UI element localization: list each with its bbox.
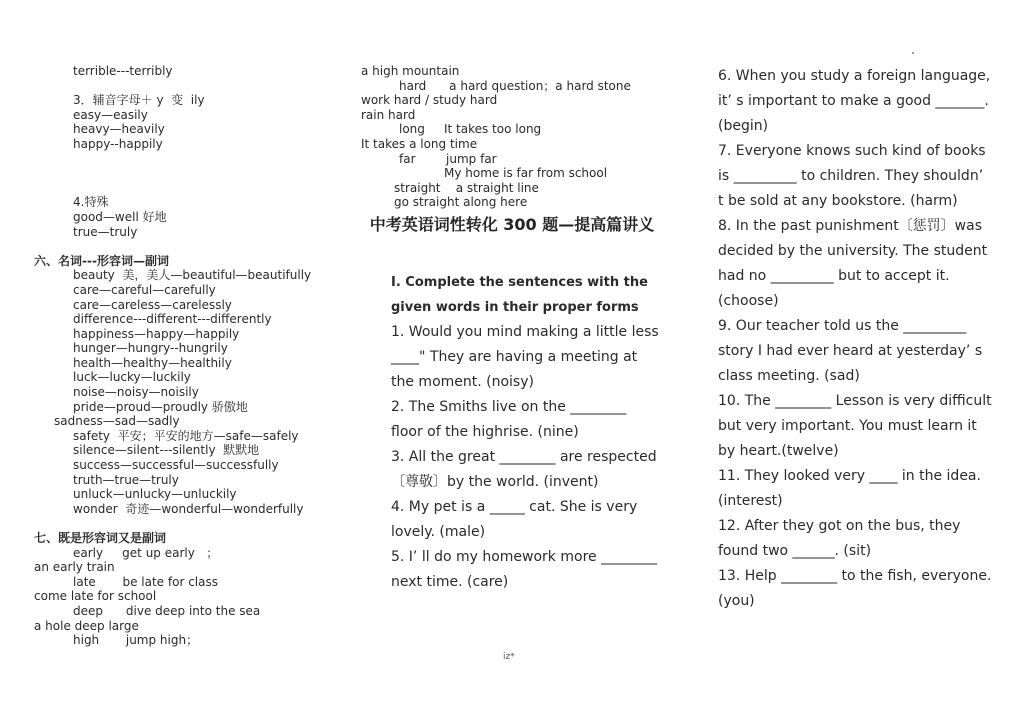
- exercise-column-right: [718, 64, 993, 614]
- text-line: hard a hard question；a hard stone: [399, 78, 631, 93]
- question-2: 2. The Smiths live on the ________ floor of the highrise. (nine): [391, 399, 627, 440]
- text-line: happy--happily: [73, 136, 163, 151]
- text-line: difference---different---differently: [73, 312, 272, 327]
- text-line: care—careful—carefully: [73, 282, 216, 297]
- exercise-section: [391, 270, 661, 595]
- text-line: easy—easily: [73, 107, 148, 122]
- text-line: truth—true—truly: [73, 472, 179, 487]
- page-title: 中考英语词性转化 300 题—提高篇讲义: [369, 215, 655, 234]
- question-11: 11. They looked very ____ in the idea. (interest): [718, 468, 981, 509]
- text-line: 3．辅音字母＋ y 变 ily: [73, 93, 205, 108]
- question-10: 10. The ________ Lesson is very difficult but very important. You must learn it by heart.(twelve): [718, 393, 992, 459]
- text-line: come late for school: [34, 589, 157, 604]
- text-line: luck—lucky—luckily: [73, 370, 191, 385]
- text-line: beauty 美，美人—beautiful—beautifully: [73, 268, 312, 283]
- question-5: 5. I’ ll do my homework more ________ next time. (care): [391, 549, 658, 590]
- question-3: 3. All the great ________ are respected〔尊敬〕by the world. (invent): [391, 449, 657, 490]
- question-12: 12. After they got on the bus, they found two ______. (sit): [718, 518, 961, 559]
- question-8: 8. In the past punishment〔惩罚〕was decided by the university. The student had no _________ but to accept it. (choose): [718, 218, 988, 309]
- text-line: health—healthy—healthily: [73, 355, 232, 370]
- section-heading-noun-adj-adv: 六、名词---形容词—副词: [34, 253, 169, 268]
- text-line: a hole deep large: [34, 618, 139, 633]
- text-line: unluck—unlucky—unluckily: [73, 487, 237, 502]
- question-13: 13. Help ________ to the fish, everyone. (you): [718, 568, 992, 609]
- word-list-column-left: [34, 64, 344, 648]
- text-line: pride—proud—proudly 骄傲地: [73, 399, 248, 414]
- text-line: success—successful—successfully: [73, 458, 279, 473]
- text-line: good—well 好地: [73, 209, 167, 224]
- question-1: 1. Would you mind making a little less ____" They are having a meeting at the moment. (noisy): [391, 324, 659, 390]
- text-line: far jump far: [399, 151, 497, 166]
- text-line: late be late for class: [73, 574, 218, 589]
- text-line: safety 平安；平安的地方—safe—safely: [73, 428, 299, 443]
- text-line: care—careless—carelessly: [73, 297, 232, 312]
- text-line: early get up early ；: [73, 545, 219, 560]
- text-line: true—truly: [73, 224, 138, 239]
- text-line: 4.特殊: [73, 195, 109, 210]
- speck-mark: [912, 52, 914, 54]
- text-line: It takes a long time: [361, 136, 478, 151]
- text-line: high jump high；: [73, 633, 199, 648]
- text-line: an early train: [34, 560, 115, 575]
- text-line: a high mountain: [361, 64, 460, 78]
- page-marker: iz*: [503, 652, 515, 662]
- instructions: I. Complete the sentences with the given words in their proper forms: [391, 275, 648, 315]
- text-line: deep dive deep into the sea: [73, 603, 261, 618]
- text-line: silence—silent---silently 默默地: [73, 443, 260, 458]
- text-line: go straight along here: [394, 195, 528, 210]
- text-line: sadness—sad—sadly: [54, 414, 180, 429]
- text-line: happiness—happy—happily: [73, 326, 240, 341]
- text-line: rain hard: [361, 107, 416, 122]
- text-line: wonder 奇迹—wonderful—wonderfully: [73, 501, 304, 516]
- text-line: My home is far from school: [444, 166, 608, 181]
- question-7: 7. Everyone knows such kind of books is _________ to children. They shouldn’ t be sold at any bookstore. (harm): [718, 143, 986, 209]
- question-4: 4. My pet is a _____ cat. She is very lovely. (male): [391, 499, 638, 540]
- text-line: long It takes too long: [399, 122, 542, 137]
- text-line: straight a straight line: [394, 180, 539, 195]
- text-line: hunger—hungry--hungrily: [73, 341, 228, 356]
- text-line: noise—noisy—noisily: [73, 385, 199, 400]
- text-line: terrible---terribly: [73, 64, 173, 78]
- section-heading-adj-and-adv: 七、既是形容词又是副词: [34, 531, 167, 545]
- word-list-column-middle: [361, 64, 661, 210]
- text-line: work hard / study hard: [361, 93, 498, 108]
- question-6: 6. When you study a foreign language, it’ s important to make a good _______. (begin): [718, 68, 991, 134]
- text-line: heavy—heavily: [73, 122, 165, 137]
- question-9: 9. Our teacher told us the _________ story I had ever heard at yesterday’ s class meeting. (sad): [718, 318, 983, 384]
